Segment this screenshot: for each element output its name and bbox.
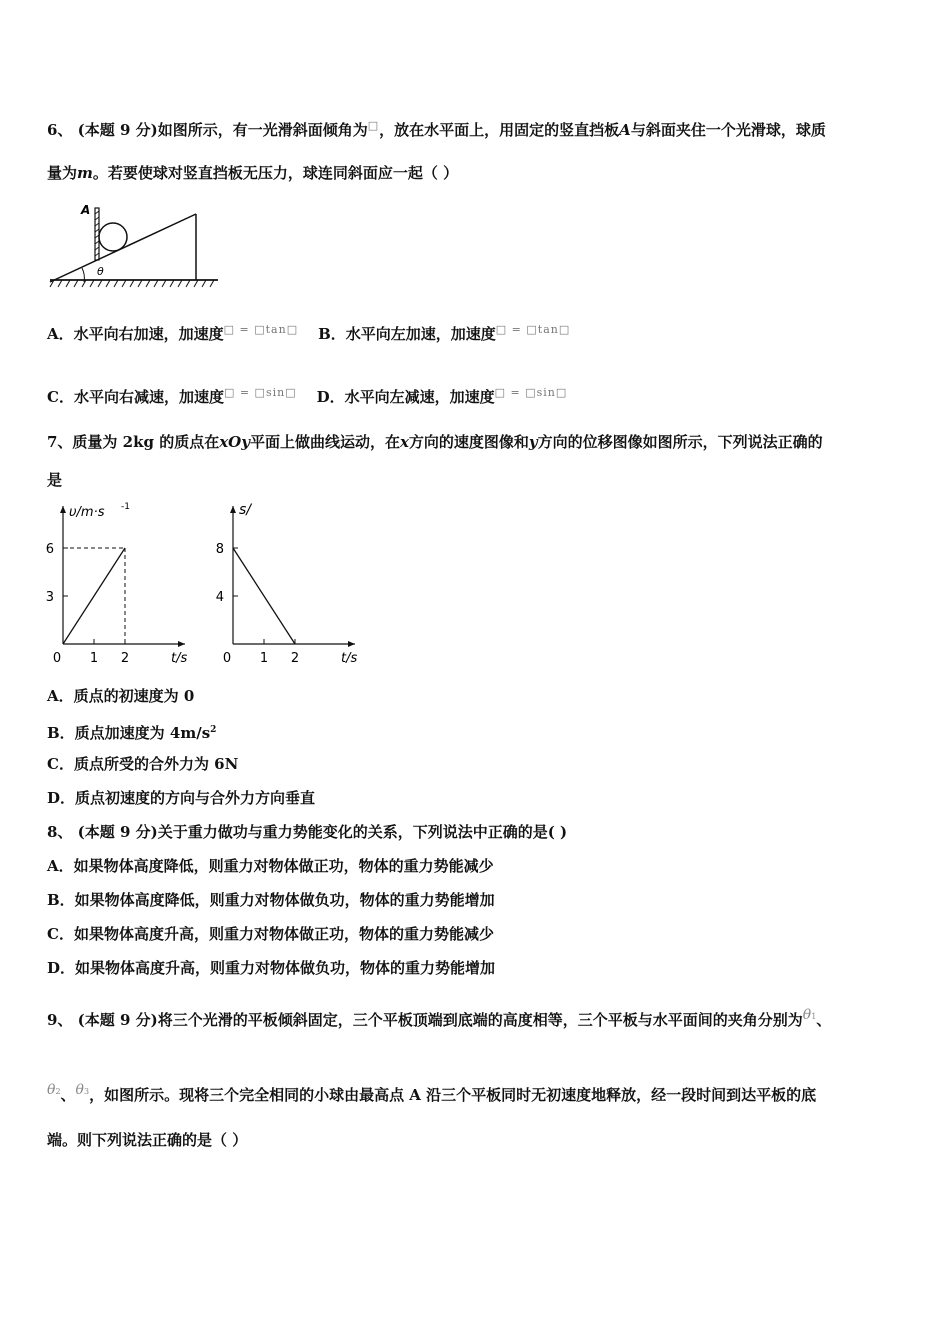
displacement-time-chart	[210, 498, 370, 673]
q6-option-A[interactable]: A．水平向右加速，加速度	[47, 325, 224, 343]
q7-line1	[47, 432, 823, 452]
q6-text: ，放在水平面上，用固定的竖直挡板	[379, 121, 620, 139]
theta-3: θ3	[75, 1082, 90, 1098]
q7-text: 7、质量为 2kg 的质点在	[47, 433, 220, 451]
x-axis-label: t/s	[341, 651, 358, 666]
y-axis-label: υ/m·s	[69, 505, 105, 520]
x-tick-label: 1	[259, 651, 269, 666]
x-axis-arrow	[178, 641, 185, 647]
y-axis-label: s/	[239, 502, 252, 518]
q8-stem: 8、 (本题 9 分)关于重力做功与重力势能变化的关系，下列说法中正确的是( )	[47, 823, 568, 841]
q6-line2	[47, 163, 458, 183]
q6-option-C-formula: □ = □sin□	[223, 386, 297, 399]
q7-text: 平面上做曲线运动，在	[249, 433, 400, 451]
label-theta: θ	[97, 265, 104, 278]
q9-line3: 端。则下列说法正确的是（ ）	[47, 1131, 248, 1149]
theta-1: θ1	[802, 1007, 817, 1023]
q7-option-B-text: B．质点加速度为 4m/s	[47, 724, 211, 742]
incline-surface	[50, 214, 196, 282]
q6-incline-figure	[46, 200, 221, 292]
q9-sep: 、	[60, 1086, 76, 1104]
y-tick-label: 4	[215, 590, 224, 605]
q9-line2	[47, 1080, 816, 1105]
q7-option-B-sup: 2	[210, 725, 217, 735]
x-tick-label: 1	[89, 651, 99, 666]
y-axis-arrow	[60, 506, 66, 513]
q7-text: 方向的位移图像如图所示，下列说法正确的	[537, 433, 823, 451]
q8-option-D[interactable]: D．如果物体高度升高，则重力对物体做负功，物体的重力势能增加	[47, 959, 496, 977]
q9-line1	[47, 1005, 831, 1030]
y-tick-label: 6	[45, 542, 54, 557]
data-line	[63, 548, 125, 644]
x-tick-label: 0	[52, 651, 62, 666]
y-tick-label: 8	[215, 542, 224, 557]
x-tick-label: 0	[222, 651, 232, 666]
q9-text: 9、 (本题 9 分)将三个光滑的平板倾斜固定，三个平板顶端到底端的高度相等，三个平板与水平面间的夹角分别为	[47, 1011, 803, 1029]
q7-option-A[interactable]: A．质点的初速度为 0	[47, 687, 195, 705]
q6-options-CD	[47, 383, 567, 407]
y-axis-arrow	[230, 506, 236, 513]
y-axis-label-exponent: -1	[121, 502, 130, 512]
q6-option-C[interactable]: C．水平向右减速，加速度	[47, 388, 224, 406]
q7-line2: 是	[47, 471, 63, 489]
q6-option-D[interactable]: D．水平向左减速，加速度	[316, 388, 495, 406]
q9-text: ，如图所示。现将三个完全相同的小球由最高点 A 沿三个平板同时无初速度地释放，经一段时间到达平板的底	[89, 1086, 817, 1104]
x-axis-label: t/s	[171, 651, 188, 666]
data-line	[233, 548, 295, 644]
q7-text: 方向的速度图像和	[408, 433, 529, 451]
q7-option-C[interactable]: C．质点所受的合外力为 6N	[47, 755, 239, 773]
smooth-ball	[99, 223, 127, 251]
x-tick-label: 2	[120, 651, 130, 666]
theta-2: θ2	[47, 1082, 61, 1098]
q8-option-A[interactable]: A．如果物体高度降低，则重力对物体做正功，物体的重力势能减少	[47, 857, 494, 875]
q6-line1	[47, 116, 826, 140]
q6-text: 6、 (本题 9 分)如图所示，有一光滑斜面倾角为	[47, 121, 368, 139]
q6-options-AB	[47, 320, 570, 344]
q7-option-B[interactable]	[47, 720, 216, 743]
q8-option-B[interactable]: B．如果物体高度降低，则重力对物体做负功，物体的重力势能增加	[47, 891, 495, 909]
label-A: A	[81, 203, 91, 217]
ground-hatching	[50, 280, 214, 287]
q7-option-D[interactable]: D．质点初速度的方向与合外力方向垂直	[47, 789, 316, 807]
q8-option-C[interactable]: C．如果物体高度升高，则重力对物体做正功，物体的重力势能减少	[47, 925, 494, 943]
placeholder-glyph: □	[367, 119, 380, 132]
q6-option-A-formula: □ = □tan□	[223, 323, 299, 336]
x-tick-label: 2	[290, 651, 300, 666]
q7-var-x: x	[399, 433, 409, 451]
q6-var-A: A	[619, 121, 631, 139]
q6-option-B[interactable]: B．水平向左加速，加速度	[318, 325, 496, 343]
y-tick-label: 3	[45, 590, 54, 605]
q7-var-plane: xOy	[219, 433, 250, 451]
x-axis-arrow	[348, 641, 355, 647]
q6-text: 。若要使球对竖直挡板无压力，球连同斜面应一起（ ）	[92, 164, 459, 182]
q7-var-y: y	[528, 433, 538, 451]
velocity-time-chart	[40, 498, 200, 673]
q6-var-m: m	[77, 164, 93, 182]
q6-option-D-formula: □ = □sin□	[494, 386, 568, 399]
baffle-plate	[95, 208, 99, 260]
q9-sep: 、	[816, 1011, 832, 1029]
q6-text: 量为	[47, 164, 78, 182]
q6-option-B-formula: □ = □tan□	[495, 323, 571, 336]
q6-text: 与斜面夹住一个光滑球，球质	[630, 121, 826, 139]
